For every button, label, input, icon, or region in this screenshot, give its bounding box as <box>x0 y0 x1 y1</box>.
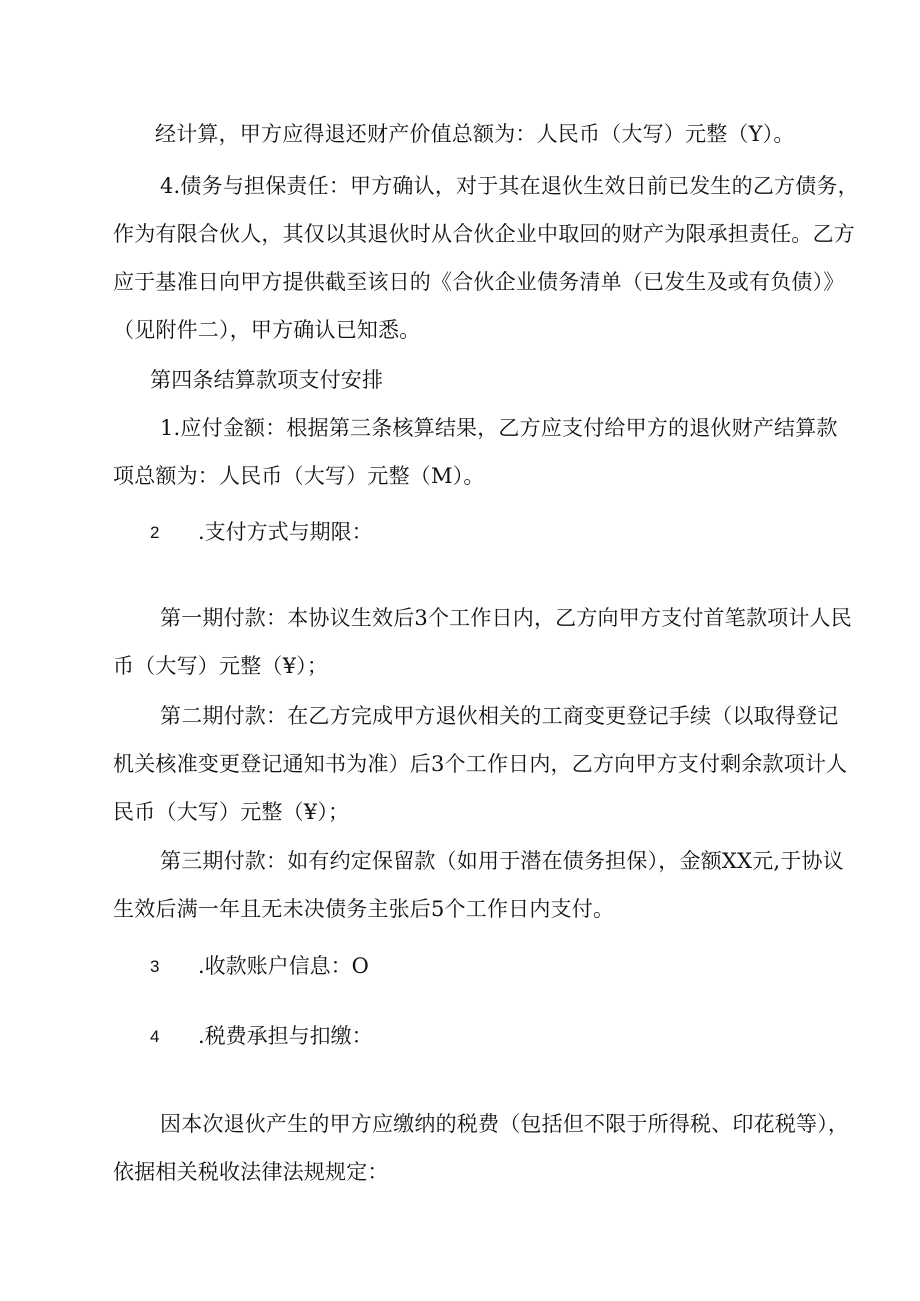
text-line: 民币（大写）元整（¥）； <box>113 800 350 824</box>
item-heading: .收款账户信息：O <box>198 954 369 978</box>
text-line: 作为有限合伙人，其仅以其退伙时从合伙企业中取回的财产为限承担责任。乙方 <box>113 222 855 246</box>
text-line: 第三期付款：如有约定保留款（如用于潜在债务担保），金额XX元,于协议 <box>160 849 844 873</box>
item-heading: .税费承担与扣缴： <box>198 1024 373 1048</box>
text-line: 第二期付款：在乙方完成甲方退伙相关的工商变更登记手续（以取得登记 <box>160 704 839 728</box>
text-line: 项总额为：人民币（大写）元整（M）。 <box>113 464 485 488</box>
text-line: 生效后满一年且无未决债务主张后5个工作日内支付。 <box>113 897 615 921</box>
text-line: 因本次退伙产生的甲方应缴纳的税费（包括但不限于所得税、印花税等）， <box>160 1112 850 1136</box>
text-line: 应于基准日向甲方提供截至该日的《合伙企业债务清单（已发生及或有负债）》 <box>113 270 845 294</box>
text-line: 依据相关税收法律法规规定： <box>113 1160 389 1184</box>
text-line: 4.债务与担保责任：甲方确认，对于其在退伙生效日前已发生的乙方债务， <box>160 174 859 198</box>
item-number: 2 <box>150 523 160 542</box>
text-line: 币（大写）元整（¥）； <box>113 654 329 678</box>
text-line: 第一期付款：本协议生效后3个工作日内，乙方向甲方支付首笔款项计人民 <box>160 606 852 630</box>
text-line: 机关核准变更登记通知书为准）后3个工作日内，乙方向甲方支付剩余款项计人 <box>113 752 848 776</box>
item-number: 3 <box>150 957 160 976</box>
item-number: 4 <box>150 1027 160 1046</box>
section-heading: 第四条结算款项支付安排 <box>150 368 384 392</box>
text-line: 经计算，甲方应得退还财产价值总额为：人民币（大写）元整（Y）。 <box>155 122 795 146</box>
item-heading: .支付方式与期限： <box>198 520 373 544</box>
text-line: （见附件二），甲方确认已知悉。 <box>113 318 421 342</box>
text-line: 1.应付金额：根据第三条核算结果，乙方应支付给甲方的退伙财产结算款 <box>160 416 838 440</box>
